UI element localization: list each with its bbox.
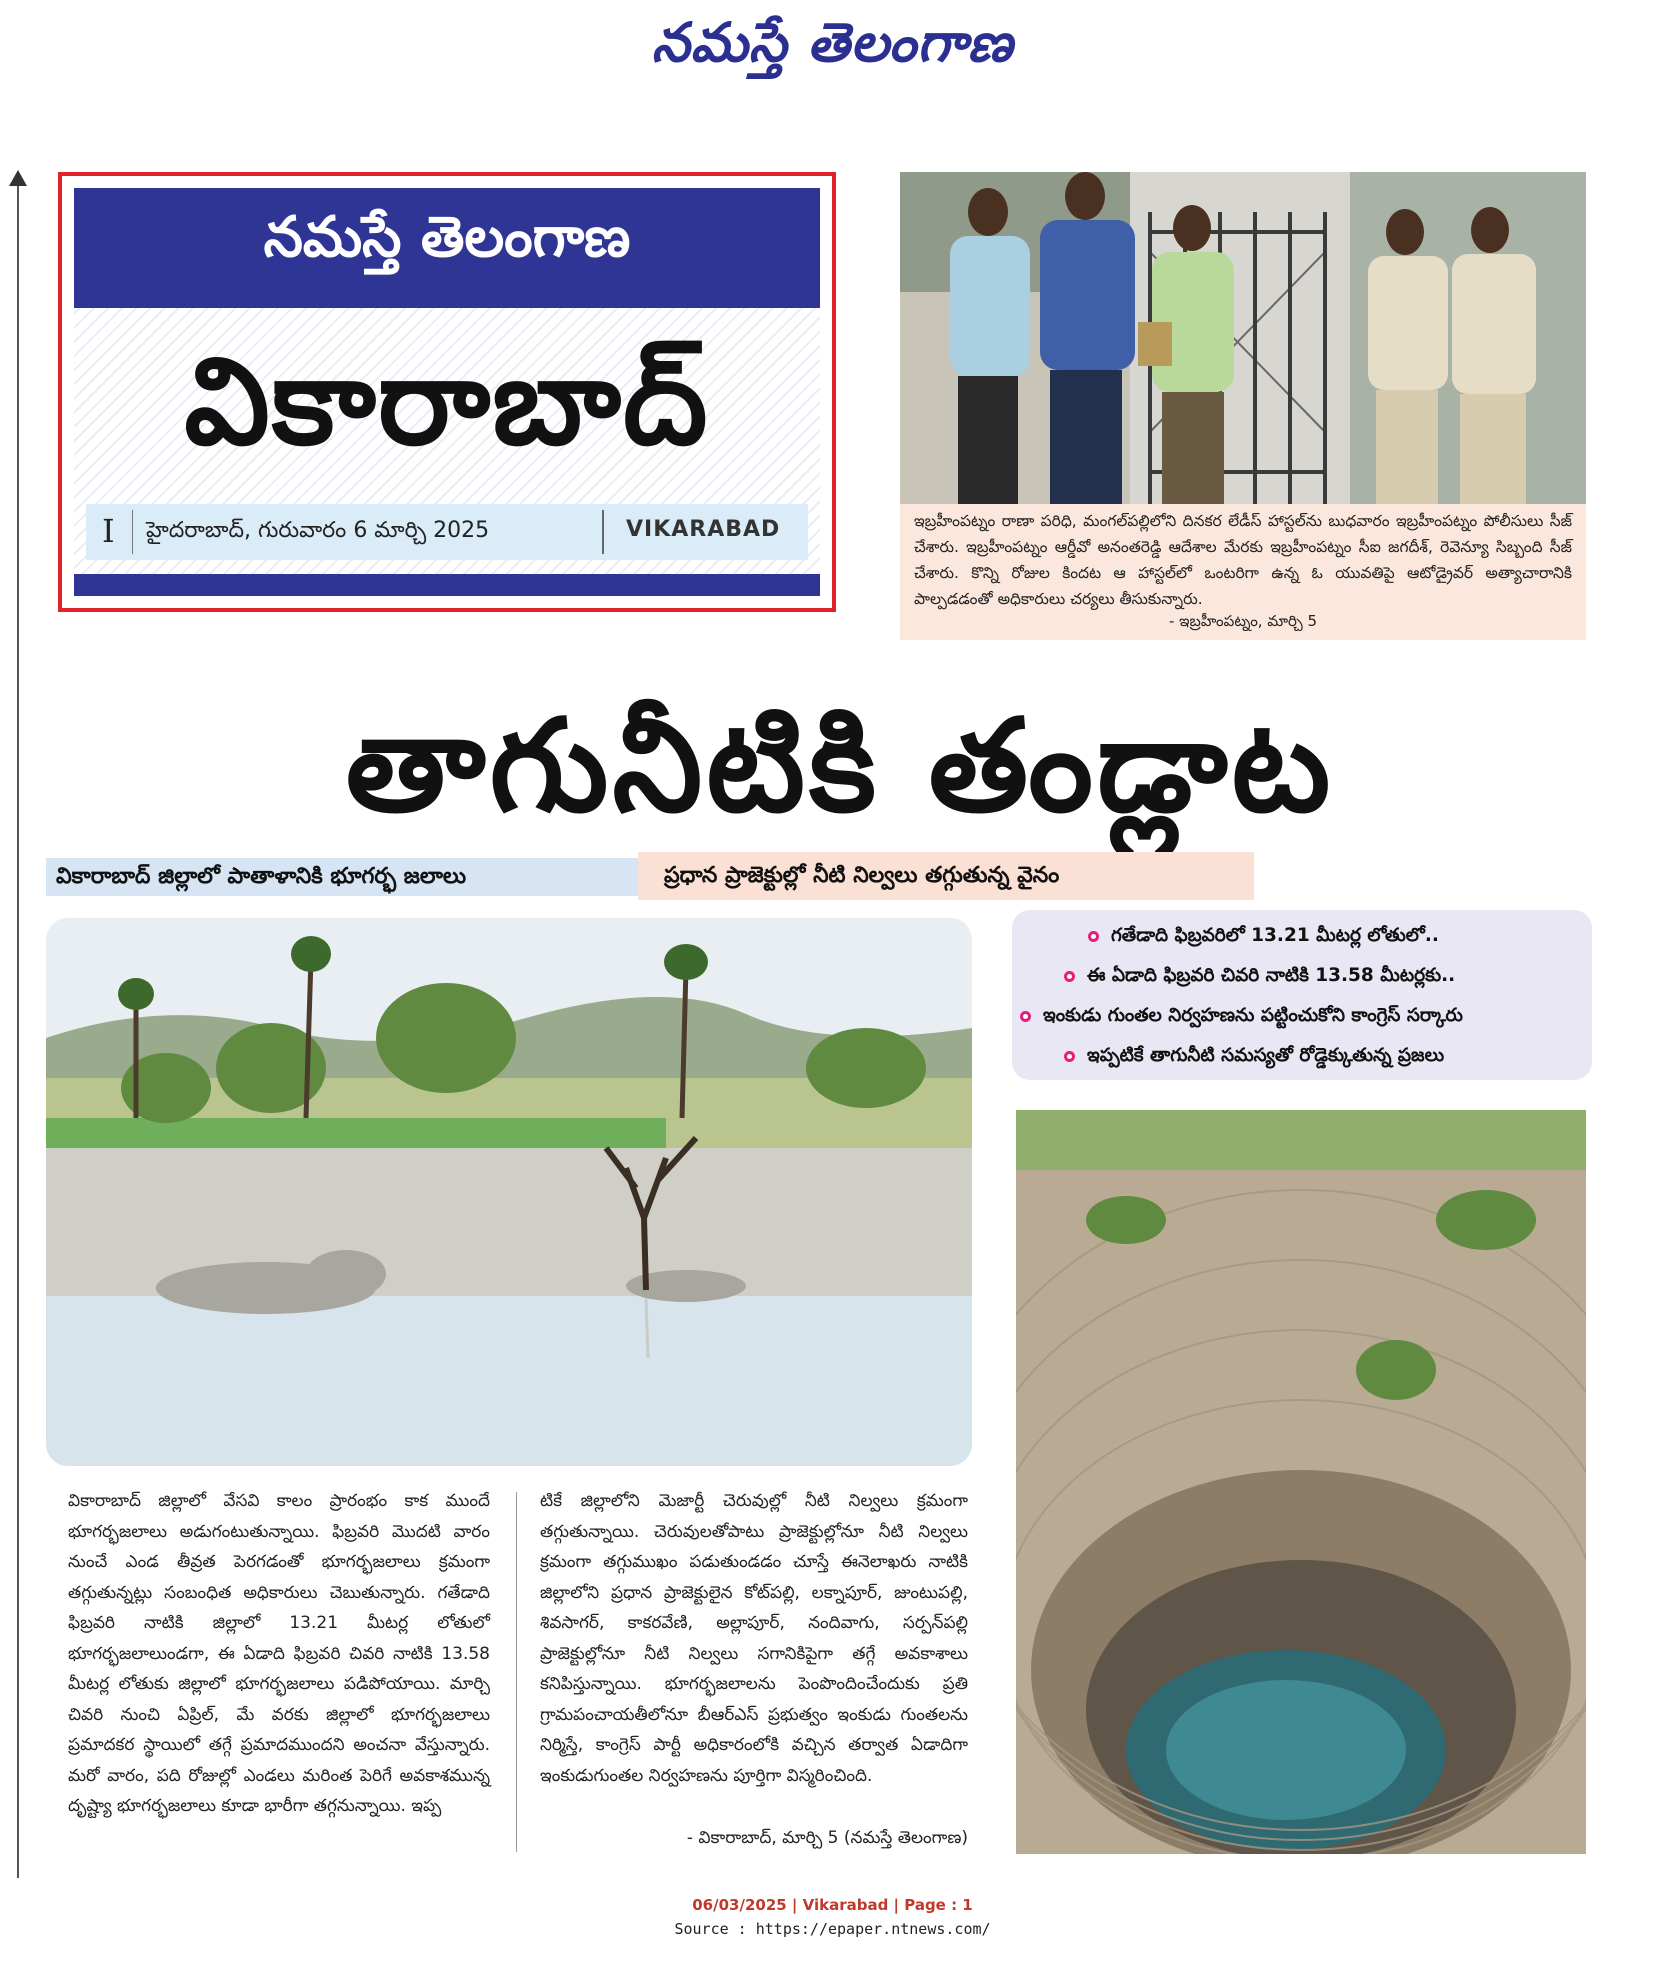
highlight-item: ఇప్పటికే తాగునీటి సమస్యతో రోడ్డెక్కుతున్న ప్రజలు: [1012, 1038, 1592, 1074]
divider: [132, 510, 133, 554]
column-divider: [516, 1492, 517, 1852]
highlights-box: [1012, 910, 1592, 1080]
dry-well-photo: [1016, 1110, 1586, 1854]
body-column-2: టికే జిల్లాలోని మెజార్టీ చెరువుల్లో నీటి నిల్వలు క్రమంగా తగ్గుతున్నాయి. చెరువులతోపాటు ప్రాజెక్టుల్లోనూ నీటి నిల్వలు క్రమంగా తగ్గుముఖం పడుతుండడం చూస్తే ఈనెలాఖరు నాటికి జిల్లాలోని ప్రధాన ప్రాజెక్టులైన కోట్‌పల్లి, లక్నాపూర్, జుంటుపల్లి, శివసాగర్, కాకరవేణి, అల్లాపూర్, నందివాగు, సర్పన్‌పల్లి ప్రాజెక్టుల్లోనూ నీటి నిల్వలు సగానికిపైగా తగ్గే అవకాశాలు కనిపిస్తున్నాయి. భూగర్భజలాలను పెంపొందించేందుకు ప్రతి గ్రామపంచాయతీలోనూ బీఆర్‌ఎస్ ప్రభుత్వం ఇంకుడు గుంతలను నిర్మిస్తే, కాంగ్రెస్ పార్టీ అధికారంలోకి వచ్చిన తర్వాత ఏడాదిగా ఇంకుడుగుంతల నిర్వహణను పూర్తిగా విస్మరించింది.: [540, 1491, 968, 1786]
masthead-logo: నమస్తే తెలంగాణ: [651, 10, 1014, 74]
byline: - వికారాబాద్, మార్చి 5 (నమస్తే తెలంగాణ): [686, 1828, 968, 1848]
bullet-icon: [1088, 931, 1099, 942]
hostel-caption: ఇబ్రహీంపట్నం రాణా పరిధి, మంగల్‌పల్లిలోని దినకర లేడీస్ హాస్టల్‌ను బుధవారం ఇబ్రహీంపట్నం పోలీసులు సీజ్ చేశారు. ఇబ్రహీంపట్నం ఆర్డీవో అనంతరెడ్డి ఆదేశాల మేరకు ఇబ్రహీంపట్నం సీఐ జగదీశ్, రెవెన్యూ సిబ్బంది సీజ్ చేశారు. కొన్ని రోజుల కిందట ఆ హాస్టల్‌లో ఒంటరిగా ఉన్న ఓ యువతిపై ఆటోడ్రైవర్ అత్యాచారానికి పాల్పడడంతో అధికారులు చర్యలు తీసుకున్నారు.: [900, 504, 1586, 640]
footer-edition-info: 06/03/2025 | Vikarabad | Page : 1: [692, 1896, 973, 1914]
bullet-icon: [1064, 1051, 1075, 1062]
dateline: హైదరాబాద్, గురువారం 6 మార్చి 2025: [146, 518, 490, 543]
edition-banner: [58, 172, 836, 612]
highlight-item: ఇంకుడు గుంతల నిర్వహణను పట్టించుకోని కాంగ్రెస్ సర్కారు: [1012, 998, 1592, 1034]
edition-name: VIKARABAD: [626, 517, 781, 542]
footer-source-link[interactable]: Source : https://epaper.ntnews.com/: [674, 1920, 991, 1938]
edition-header-band: [74, 188, 820, 308]
bullet-icon: [1020, 1011, 1031, 1022]
edition-footer-band: [74, 574, 820, 596]
bullet-icon: [1064, 971, 1075, 982]
highlight-item: ఈ ఏడాది ఫిబ్రవరి చివరి నాటికి 13.58 మీటర్లకు..: [1012, 958, 1592, 994]
body-column-1: వికారాబాద్ జిల్లాలో వేసవి కాలం ప్రారంభం కాక ముందే భూగర్భజలాలు అడుగంటుతున్నాయి. ఫిబ్రవరి మొదటి వారం నుంచే ఎండ తీవ్రత పెరగడంతో భూగర్భజలాలు క్రమంగా తగ్గుతున్నట్లు సంబంధిత అధికారులు చెబుతున్నారు. గతేడాది ఫిబ్రవరి నాటికి జిల్లాలో 13.21 మీటర్ల లోతులో భూగర్భజలాలుండగా, ఈ ఏడాది ఫిబ్రవరి చివరి నాటికి 13.58 మీటర్ల లోతుకు జిల్లాలో భూగర్భజలాలు పడిపోయాయి. మార్చి చివరి నుంచి ఏప్రిల్, మే వరకు జిల్లాలో భూగర్భజలాలు ప్రమాదకర స్థాయిలో తగ్గే ప్రమాదముందని అంచనా వేస్తున్నారు. మరో వారం, పది రోజుల్లో ఎండలు మరింత పెరిగే అవకాశమున్న దృష్ట్యా భూగర్భజలాలు కూడా భారీగా తగ్గనున్నాయి. ఇప్ప: [68, 1491, 490, 1816]
highlight-item: గతేడాది ఫిబ్రవరిలో 13.21 మీటర్ల లోతులో..: [1012, 918, 1592, 954]
subdeck-right: ప్రధాన ప్రాజెక్టుల్లో నీటి నిల్వలు తగ్గుతున్న వైనం: [638, 852, 1254, 900]
divider: [602, 510, 604, 554]
subdeck-left: వికారాబాద్ జిల్లాలో పాతాళానికి భూగర్భ జలాలు: [46, 858, 638, 896]
page-rule: [17, 178, 19, 1878]
hostel-seizure-photo: [900, 172, 1586, 504]
arrow-up-icon: [9, 170, 27, 186]
dried-lake-photo: [46, 918, 972, 1466]
edition-region-title: వికారాబాద్: [184, 333, 710, 472]
edition-paper-name: నమస్తే తెలంగాణ: [263, 204, 631, 270]
edition-dateline-bar: [86, 504, 808, 560]
hostel-caption-credit: - ఇబ్రహీంపట్నం, మార్చి 5: [1168, 612, 1318, 630]
issue-mark: I: [102, 512, 115, 550]
main-headline: తాగునీటికి తండ్లాట: [345, 692, 1335, 841]
